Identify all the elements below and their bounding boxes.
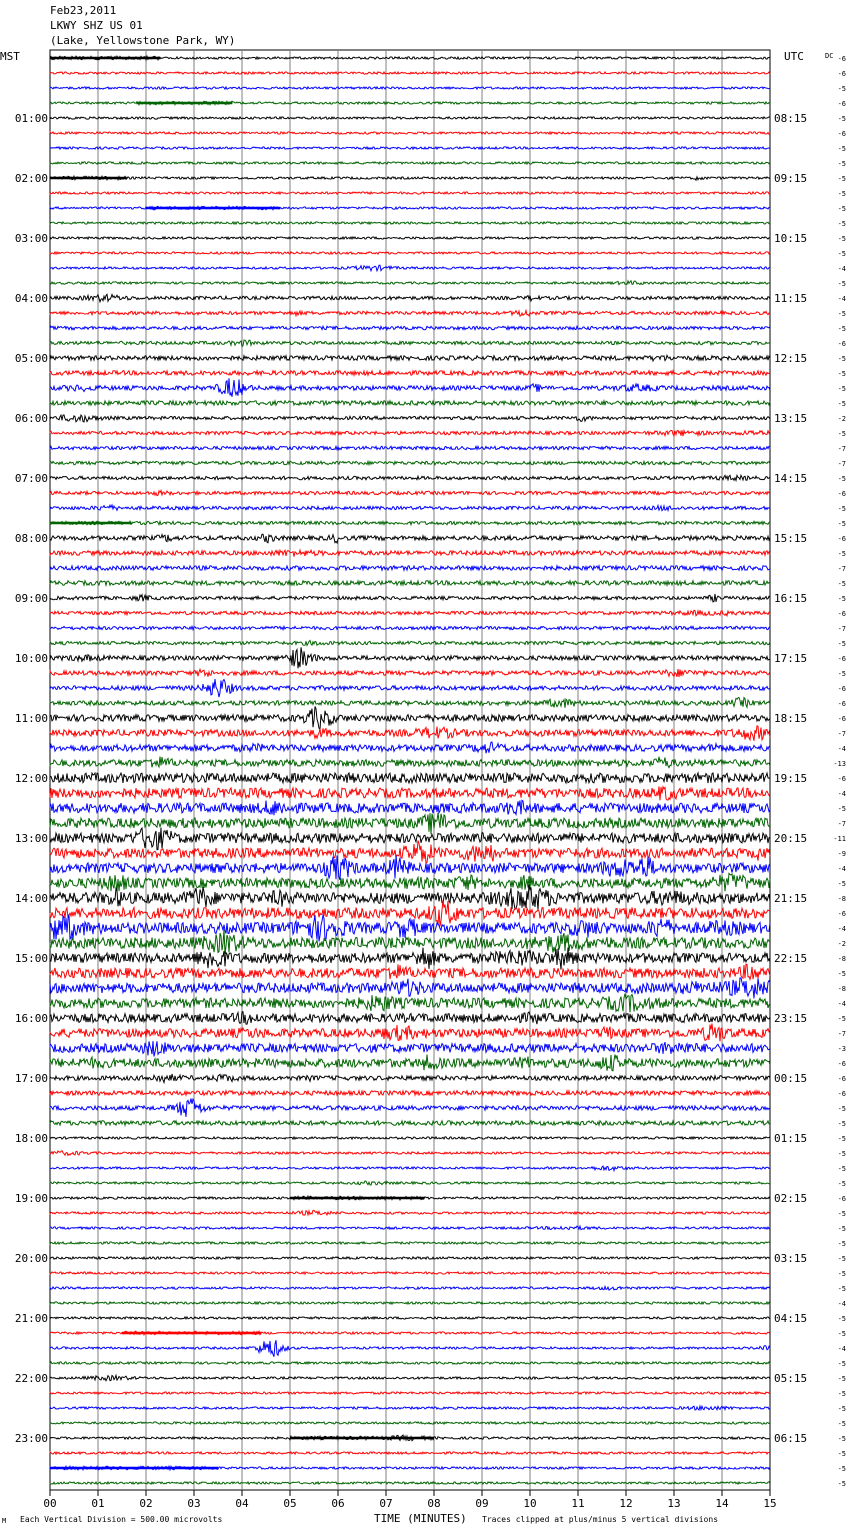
hour-label-utc: 00:15 bbox=[774, 1072, 808, 1085]
trace-blue bbox=[50, 147, 770, 149]
x-axis-title: TIME (MINUTES) bbox=[374, 1512, 467, 1525]
dc-offset-label: -5 bbox=[837, 1165, 846, 1173]
dc-offset-label: -4 bbox=[837, 790, 846, 798]
hour-label-mst: 10:00 bbox=[14, 652, 48, 665]
x-tick-label: 10 bbox=[523, 1497, 537, 1510]
trace-blue bbox=[50, 326, 770, 329]
trace-black bbox=[50, 176, 770, 180]
dc-offset-label: -4 bbox=[837, 265, 846, 273]
x-tick-label: 03 bbox=[187, 1497, 201, 1510]
hour-label-utc: 14:15 bbox=[774, 472, 808, 485]
trace-black bbox=[50, 1317, 770, 1319]
dc-offset-label: -5 bbox=[837, 1480, 846, 1488]
dc-offset-label: -6 bbox=[837, 685, 846, 693]
trace-blue bbox=[50, 626, 770, 629]
dc-offset-label: -8 bbox=[837, 985, 846, 993]
dc-offset-label: -8 bbox=[837, 955, 846, 963]
trace-red bbox=[50, 1272, 770, 1274]
trace-blue bbox=[50, 87, 770, 89]
dc-offset-label: -5 bbox=[837, 805, 846, 813]
dc-offset-label: -2 bbox=[837, 415, 846, 423]
dc-offset-label: -6 bbox=[837, 1075, 846, 1083]
dc-offset-label: -6 bbox=[837, 70, 846, 78]
hour-label-utc: 06:15 bbox=[774, 1432, 808, 1445]
hour-label-utc: 18:15 bbox=[774, 712, 808, 725]
dc-offset-label: -5 bbox=[837, 325, 846, 333]
trace-red bbox=[50, 1151, 770, 1156]
trace-red bbox=[50, 1210, 770, 1215]
dc-offset-label: -5 bbox=[837, 1135, 846, 1143]
hour-label-mst: 09:00 bbox=[14, 592, 48, 605]
trace-green bbox=[50, 581, 770, 585]
dc-offset-label: -5 bbox=[837, 220, 846, 228]
x-tick-label: 09 bbox=[475, 1497, 489, 1510]
trace-green bbox=[50, 698, 770, 708]
dc-offset-label: -5 bbox=[837, 1270, 846, 1278]
dc-offset-label: -5 bbox=[837, 1420, 846, 1428]
trace-green bbox=[50, 1242, 770, 1244]
dc-offset-label: -5 bbox=[837, 1330, 846, 1338]
dc-offset-label: -7 bbox=[837, 460, 846, 468]
hour-label-utc: 20:15 bbox=[774, 832, 808, 845]
dc-offset-label: -6 bbox=[837, 535, 846, 543]
trace-blue bbox=[50, 800, 770, 815]
trace-red bbox=[50, 371, 770, 375]
chart-date: Feb23,2011 bbox=[50, 4, 117, 17]
trace-green bbox=[50, 1055, 770, 1071]
trace-blue bbox=[50, 1226, 770, 1230]
dc-offset-label: -7 bbox=[837, 730, 846, 738]
dc-offset-label: -5 bbox=[837, 310, 846, 318]
hour-label-utc: 22:15 bbox=[774, 952, 808, 965]
trace-black bbox=[50, 237, 770, 239]
dc-offset-label: -5 bbox=[837, 1120, 846, 1128]
trace-green bbox=[50, 461, 770, 464]
dc-offset-label: -5 bbox=[837, 115, 846, 123]
x-tick-label: 14 bbox=[715, 1497, 729, 1510]
dc-offset-label: -5 bbox=[837, 880, 846, 888]
trace-green bbox=[50, 757, 770, 768]
trace-blue bbox=[50, 1287, 770, 1291]
dc-offset-label: -7 bbox=[837, 445, 846, 453]
left-timezone-label: MST bbox=[0, 50, 20, 63]
hour-label-utc: 19:15 bbox=[774, 772, 808, 785]
trace-black bbox=[50, 117, 770, 119]
trace-black bbox=[50, 415, 770, 422]
dc-offset-label: -7 bbox=[837, 625, 846, 633]
dc-offset-label: -5 bbox=[837, 1210, 846, 1218]
dc-offset-label: -3 bbox=[837, 1045, 846, 1053]
dc-offset-label: -5 bbox=[837, 1435, 846, 1443]
dc-offset-label: -5 bbox=[837, 250, 846, 258]
hour-label-utc: 12:15 bbox=[774, 352, 808, 365]
hour-label-utc: 11:15 bbox=[774, 292, 808, 305]
dc-offset-label: -6 bbox=[837, 610, 846, 618]
dc-offset-label: -5 bbox=[837, 1225, 846, 1233]
x-tick-label: 13 bbox=[667, 1497, 681, 1510]
trace-black bbox=[50, 355, 770, 361]
trace-blue bbox=[50, 265, 770, 271]
trace-red bbox=[50, 550, 770, 557]
hour-label-mst: 03:00 bbox=[14, 232, 48, 245]
dc-offset-label: -7 bbox=[837, 820, 846, 828]
dc-offset-label: -5 bbox=[837, 1015, 846, 1023]
dc-offset-label: -6 bbox=[837, 1195, 846, 1203]
hour-label-mst: 12:00 bbox=[14, 772, 48, 785]
trace-green bbox=[50, 521, 770, 525]
trace-black bbox=[50, 647, 770, 668]
hour-label-mst: 23:00 bbox=[14, 1432, 48, 1445]
dc-offset-label: -5 bbox=[837, 550, 846, 558]
dc-offset-label: -4 bbox=[837, 1000, 846, 1008]
trace-red bbox=[50, 252, 770, 254]
trace-blue bbox=[50, 1166, 770, 1170]
hour-label-utc: 16:15 bbox=[774, 592, 808, 605]
trace-black bbox=[50, 773, 770, 783]
trace-blue bbox=[50, 1340, 770, 1357]
dc-offset-label: -2 bbox=[837, 940, 846, 948]
dc-offset-label: -4 bbox=[837, 925, 846, 933]
hour-label-utc: 03:15 bbox=[774, 1252, 808, 1265]
trace-blue bbox=[50, 679, 770, 697]
trace-black bbox=[50, 294, 770, 302]
dc-offset-label: -4 bbox=[837, 295, 846, 303]
hour-label-utc: 21:15 bbox=[774, 892, 808, 905]
trace-blue bbox=[50, 1406, 770, 1410]
x-tick-label: 08 bbox=[427, 1497, 441, 1510]
dc-offset-label: -7 bbox=[837, 1030, 846, 1038]
trace-green bbox=[50, 340, 770, 346]
dc-offset-label: -5 bbox=[837, 475, 846, 483]
hour-label-mst: 22:00 bbox=[14, 1372, 48, 1385]
trace-green bbox=[50, 1422, 770, 1424]
x-tick-label: 05 bbox=[283, 1497, 297, 1510]
hour-label-utc: 15:15 bbox=[774, 532, 808, 545]
dc-offset-label: -6 bbox=[837, 715, 846, 723]
x-tick-label: 01 bbox=[91, 1497, 105, 1510]
trace-blue bbox=[50, 856, 770, 881]
dc-offset-label: -4 bbox=[837, 745, 846, 753]
hour-label-utc: 01:15 bbox=[774, 1132, 808, 1145]
trace-blue bbox=[50, 505, 770, 511]
hour-label-utc: 13:15 bbox=[774, 412, 808, 425]
trace-red bbox=[50, 726, 770, 741]
dc-offset-label: -6 bbox=[837, 775, 846, 783]
dc-offset-label: -11 bbox=[833, 835, 846, 843]
dc-offset-label: -6 bbox=[837, 100, 846, 108]
trace-blue bbox=[50, 1041, 770, 1056]
hour-label-mst: 07:00 bbox=[14, 472, 48, 485]
dc-offset-label: -5 bbox=[837, 1150, 846, 1158]
dc-offset-label: -5 bbox=[837, 1375, 846, 1383]
dc-offset-label: -5 bbox=[837, 1285, 846, 1293]
clip-note: Traces clipped at plus/minus 5 vertical divisions bbox=[482, 1515, 719, 1524]
dc-offset-label: -5 bbox=[837, 400, 846, 408]
dc-offset-label: -6 bbox=[837, 1090, 846, 1098]
trace-black bbox=[50, 1137, 770, 1139]
trace-red bbox=[50, 491, 770, 496]
trace-green bbox=[50, 401, 770, 405]
dc-offset-label: -5 bbox=[837, 1180, 846, 1188]
dc-offset-label: -6 bbox=[837, 1060, 846, 1068]
dc-offset-label: -6 bbox=[837, 130, 846, 138]
dc-offset-label: -5 bbox=[837, 190, 846, 198]
hour-label-mst: 18:00 bbox=[14, 1132, 48, 1145]
dc-offset-label: -5 bbox=[837, 385, 846, 393]
dc-offset-label: -4 bbox=[837, 1345, 846, 1353]
scale-note: Each Vertical Division = 500.00 microvolts bbox=[20, 1515, 223, 1524]
dc-offset-label: -5 bbox=[837, 1390, 846, 1398]
dc-offset-label: -6 bbox=[837, 655, 846, 663]
hour-label-mst: 06:00 bbox=[14, 412, 48, 425]
dc-offset-label: -5 bbox=[837, 370, 846, 378]
x-tick-label: 12 bbox=[619, 1497, 633, 1510]
trace-black bbox=[50, 1375, 770, 1380]
dc-offset-label: -5 bbox=[837, 1105, 846, 1113]
dc-offset-label: -6 bbox=[837, 700, 846, 708]
trace-blue bbox=[50, 742, 770, 753]
hour-label-mst: 20:00 bbox=[14, 1252, 48, 1265]
trace-green bbox=[50, 1181, 770, 1185]
hour-label-utc: 10:15 bbox=[774, 232, 808, 245]
dc-offset-label: -5 bbox=[837, 1465, 846, 1473]
trace-red bbox=[50, 132, 770, 134]
trace-black bbox=[50, 1257, 770, 1259]
trace-red bbox=[50, 1024, 770, 1042]
trace-blue bbox=[50, 446, 770, 449]
hour-label-utc: 05:15 bbox=[774, 1372, 808, 1385]
dc-label: DC bbox=[825, 52, 834, 60]
hour-label-mst: 04:00 bbox=[14, 292, 48, 305]
dc-offset-label: -5 bbox=[837, 355, 846, 363]
dc-offset-label: -6 bbox=[837, 340, 846, 348]
hour-label-mst: 11:00 bbox=[14, 712, 48, 725]
dc-offset-label: -4 bbox=[837, 1300, 846, 1308]
trace-blue bbox=[50, 378, 770, 397]
trace-black bbox=[50, 1012, 770, 1024]
dc-offset-label: -5 bbox=[837, 595, 846, 603]
trace-green bbox=[50, 813, 770, 834]
dc-offset-label: -7 bbox=[837, 565, 846, 573]
hour-label-mst: 08:00 bbox=[14, 532, 48, 545]
hour-label-utc: 04:15 bbox=[774, 1312, 808, 1325]
hour-label-utc: 17:15 bbox=[774, 652, 808, 665]
dc-offset-label: -5 bbox=[837, 175, 846, 183]
x-tick-label: 07 bbox=[379, 1497, 393, 1510]
dc-offset-label: -5 bbox=[837, 280, 846, 288]
dc-offset-label: -5 bbox=[837, 1360, 846, 1368]
hour-label-mst: 02:00 bbox=[14, 172, 48, 185]
dc-offset-label: -5 bbox=[837, 520, 846, 528]
trace-green bbox=[50, 1482, 770, 1484]
trace-green bbox=[50, 1121, 770, 1125]
trace-red bbox=[50, 311, 770, 317]
trace-green bbox=[50, 1302, 770, 1304]
dc-offset-label: -5 bbox=[837, 505, 846, 513]
dc-offset-label: -5 bbox=[837, 205, 846, 213]
trace-blue bbox=[50, 914, 770, 941]
corner-mark: M bbox=[2, 1517, 7, 1525]
trace-red bbox=[50, 669, 770, 677]
trace-green bbox=[50, 640, 770, 645]
trace-red bbox=[50, 610, 770, 616]
dc-offset-label: -5 bbox=[837, 1255, 846, 1263]
dc-offset-label: -4 bbox=[837, 865, 846, 873]
trace-black bbox=[50, 1074, 770, 1083]
trace-blue bbox=[50, 566, 770, 570]
hour-label-mst: 14:00 bbox=[14, 892, 48, 905]
hour-label-utc: 02:15 bbox=[774, 1192, 808, 1205]
trace-green bbox=[50, 1362, 770, 1364]
dc-offset-label: -9 bbox=[837, 850, 846, 858]
hour-label-mst: 01:00 bbox=[14, 112, 48, 125]
hour-label-mst: 17:00 bbox=[14, 1072, 48, 1085]
trace-red bbox=[50, 192, 770, 194]
dc-offset-label: -5 bbox=[837, 85, 846, 93]
trace-red bbox=[50, 430, 770, 436]
trace-black bbox=[50, 594, 770, 602]
hour-label-utc: 23:15 bbox=[774, 1012, 808, 1025]
trace-green bbox=[50, 930, 770, 954]
dc-offset-label: -5 bbox=[837, 580, 846, 588]
x-tick-label: 06 bbox=[331, 1497, 345, 1510]
dc-offset-label: -8 bbox=[837, 895, 846, 903]
dc-offset-label: -6 bbox=[837, 490, 846, 498]
hour-label-mst: 05:00 bbox=[14, 352, 48, 365]
dc-offset-label: -5 bbox=[837, 640, 846, 648]
dc-offset-label: -5 bbox=[837, 670, 846, 678]
hour-label-mst: 16:00 bbox=[14, 1012, 48, 1025]
dc-offset-label: -5 bbox=[837, 430, 846, 438]
chart-location: (Lake, Yellowstone Park, WY) bbox=[50, 34, 236, 47]
trace-black bbox=[50, 828, 770, 850]
trace-red bbox=[50, 1452, 770, 1454]
chart-station: LKWY SHZ US 01 bbox=[50, 19, 143, 32]
hour-label-mst: 21:00 bbox=[14, 1312, 48, 1325]
trace-black bbox=[50, 885, 770, 910]
x-tick-label: 00 bbox=[43, 1497, 57, 1510]
trace-green bbox=[50, 281, 770, 285]
x-tick-label: 04 bbox=[235, 1497, 249, 1510]
trace-red bbox=[50, 72, 770, 74]
trace-red bbox=[50, 1091, 770, 1095]
hour-label-utc: 08:15 bbox=[774, 112, 808, 125]
dc-offset-label: -5 bbox=[837, 1405, 846, 1413]
trace-black bbox=[50, 475, 770, 480]
trace-green bbox=[50, 873, 770, 891]
hour-label-mst: 13:00 bbox=[14, 832, 48, 845]
trace-black bbox=[50, 534, 770, 543]
trace-red bbox=[50, 786, 770, 800]
dc-offset-label: -5 bbox=[837, 1240, 846, 1248]
x-tick-label: 15 bbox=[763, 1497, 777, 1510]
hour-label-mst: 15:00 bbox=[14, 952, 48, 965]
trace-blue bbox=[50, 978, 770, 999]
trace-blue bbox=[50, 1099, 770, 1117]
dc-offset-label: -5 bbox=[837, 235, 846, 243]
dc-offset-label: -5 bbox=[837, 1450, 846, 1458]
x-tick-label: 02 bbox=[139, 1497, 153, 1510]
trace-black bbox=[50, 948, 770, 970]
dc-offset-label: -5 bbox=[837, 145, 846, 153]
hour-label-utc: 09:15 bbox=[774, 172, 808, 185]
hour-label-mst: 19:00 bbox=[14, 1192, 48, 1205]
trace-red bbox=[50, 1392, 770, 1394]
dc-offset-label: -5 bbox=[837, 1315, 846, 1323]
trace-black bbox=[50, 707, 770, 730]
dc-offset-label: -6 bbox=[837, 910, 846, 918]
trace-green bbox=[50, 162, 770, 164]
dc-offset-label: -5 bbox=[837, 970, 846, 978]
dc-offset-label: -6 bbox=[837, 55, 846, 63]
dc-offset-label: -5 bbox=[837, 160, 846, 168]
right-timezone-label: UTC bbox=[784, 50, 804, 63]
dc-offset-label: -13 bbox=[833, 760, 846, 768]
x-tick-label: 11 bbox=[571, 1497, 585, 1510]
trace-red bbox=[50, 964, 770, 979]
trace-green bbox=[50, 222, 770, 224]
